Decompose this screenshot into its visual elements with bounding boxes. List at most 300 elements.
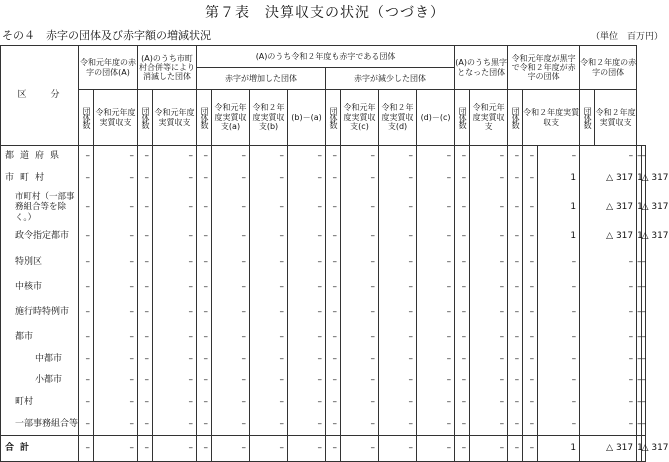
table-cell: – — [197, 391, 212, 413]
table-cell: – — [508, 391, 523, 413]
table-cell: – — [288, 349, 326, 369]
table-cell: – — [138, 435, 153, 461]
table-cell: – — [470, 324, 508, 349]
table-cell: – — [197, 146, 212, 166]
table-cell: – — [470, 349, 508, 369]
table-row — [1, 223, 646, 249]
row-label: 市町村 — [1, 166, 79, 192]
table-cell: – — [508, 299, 523, 324]
table-cell: – — [341, 391, 379, 413]
table-cell: – — [470, 299, 508, 324]
table-cell: – — [417, 391, 455, 413]
table-cell: – — [153, 274, 197, 299]
table-cell: – — [341, 146, 379, 166]
table-cell: – — [455, 413, 470, 435]
table-cell: – — [153, 435, 197, 461]
table-cell: – — [417, 435, 455, 461]
table-row — [1, 146, 646, 166]
table-row — [1, 349, 646, 369]
table-cell: – — [538, 349, 580, 369]
table-cell: – — [580, 299, 637, 324]
row-label: 都市 — [1, 324, 79, 349]
table-cell: – — [79, 274, 94, 299]
table-cell: – — [379, 349, 417, 369]
table-cell: – — [641, 413, 645, 435]
table-cell: – — [288, 324, 326, 349]
table-cell: – — [94, 274, 138, 299]
table-cell: – — [288, 413, 326, 435]
table-cell: – — [79, 299, 94, 324]
table-cell: – — [417, 324, 455, 349]
table-cell: – — [138, 391, 153, 413]
table-cell: – — [508, 324, 523, 349]
table-cell: – — [523, 166, 538, 192]
table-cell: – — [523, 249, 538, 274]
table-cell: – — [94, 166, 138, 192]
table-cell: – — [94, 192, 138, 224]
table-cell: – — [326, 413, 341, 435]
table-cell: – — [470, 435, 508, 461]
table-cell: – — [138, 249, 153, 274]
table-cell: – — [153, 249, 197, 274]
table-cell: – — [94, 223, 138, 249]
table-cell: – — [417, 369, 455, 391]
table-cell: – — [508, 146, 523, 166]
table-cell: – — [379, 299, 417, 324]
header-r1-jisshitsu: 令和元年度実質収支 — [153, 90, 197, 146]
unit-label: （単位 百万円） — [590, 32, 663, 42]
table-cell: – — [470, 192, 508, 224]
table-cell: – — [341, 369, 379, 391]
table-cell: – — [79, 223, 94, 249]
table-cell: – — [508, 249, 523, 274]
table-cell: – — [580, 391, 637, 413]
table-cell: – — [138, 166, 153, 192]
table-cell: – — [250, 223, 288, 249]
table-cell: – — [79, 249, 94, 274]
table-cell: – — [326, 192, 341, 224]
table-row — [1, 166, 646, 192]
table-cell: – — [94, 391, 138, 413]
table-cell: – — [326, 324, 341, 349]
table-cell: – — [153, 391, 197, 413]
row-label: 中都市 — [1, 349, 79, 369]
header-dantai: 団体数 — [511, 107, 521, 128]
table-cell: – — [250, 146, 288, 166]
table-cell: – — [341, 349, 379, 369]
table-cell: – — [138, 299, 153, 324]
table-cell: – — [79, 369, 94, 391]
table-cell: – — [326, 435, 341, 461]
table-cell: – — [212, 223, 250, 249]
table-cell: – — [197, 413, 212, 435]
table-cell: – — [250, 435, 288, 461]
table-cell: – — [94, 413, 138, 435]
table-cell: – — [250, 413, 288, 435]
table-cell: – — [637, 391, 641, 413]
table-cell: – — [212, 166, 250, 192]
table-cell: – — [197, 166, 212, 192]
table-cell: – — [288, 146, 326, 166]
table-cell: 1 — [637, 192, 641, 224]
header-r1-jisshitsu: 令和元年度実質収支 — [470, 90, 508, 146]
table-cell: – — [153, 223, 197, 249]
table-row — [1, 192, 646, 224]
table-cell: – — [79, 349, 94, 369]
table-cell: – — [580, 413, 637, 435]
table-cell: – — [580, 349, 637, 369]
table-cell: – — [94, 349, 138, 369]
table-cell: – — [455, 299, 470, 324]
table-cell: – — [417, 223, 455, 249]
table-cell: – — [455, 435, 470, 461]
table-cell: – — [379, 223, 417, 249]
table-cell: – — [212, 192, 250, 224]
table-cell: – — [508, 274, 523, 299]
table-cell: – — [288, 223, 326, 249]
table-cell: – — [637, 249, 641, 274]
table-cell: – — [212, 369, 250, 391]
header-dantai: 団体数 — [141, 107, 150, 128]
table-cell: – — [341, 435, 379, 461]
row-label: 一部事務組合等 — [1, 413, 79, 435]
table-cell: – — [341, 223, 379, 249]
table-body — [1, 146, 669, 462]
table-cell: 1 — [538, 223, 580, 249]
table-cell: – — [470, 166, 508, 192]
table-cell: – — [379, 413, 417, 435]
table-cell: – — [250, 324, 288, 349]
table-subtitle: その４ 赤字の団体及び赤字額の増減状況 — [2, 29, 211, 42]
table-cell: – — [470, 274, 508, 299]
table-cell: – — [455, 223, 470, 249]
page-title: 第７表 決算収支の状況（つづき） — [205, 5, 445, 21]
header-new-deficit: 令和元年度が黒字で令和２年度が赤字の団体 — [508, 46, 580, 90]
table-cell: – — [197, 274, 212, 299]
table-cell: – — [288, 166, 326, 192]
table-cell: – — [212, 391, 250, 413]
table-cell: – — [508, 223, 523, 249]
table-cell: – — [455, 369, 470, 391]
table-cell: – — [523, 369, 538, 391]
header-dantai: 団体数 — [200, 107, 209, 128]
table-cell: – — [288, 274, 326, 299]
table-cell: – — [637, 299, 641, 324]
table-cell: – — [508, 166, 523, 192]
header-r2-d: 令和２年度実質収支(d) — [379, 90, 417, 146]
table-cell: – — [197, 349, 212, 369]
table-cell: – — [379, 274, 417, 299]
table-cell: – — [326, 369, 341, 391]
table-cell: – — [379, 166, 417, 192]
table-cell: – — [417, 166, 455, 192]
table-cell: △ 317 — [641, 192, 645, 224]
table-cell: – — [523, 435, 538, 461]
table-cell: – — [379, 391, 417, 413]
table-cell: – — [637, 369, 641, 391]
table-cell: – — [417, 299, 455, 324]
table-cell: – — [153, 192, 197, 224]
table-cell: – — [379, 435, 417, 461]
header-d-minus-c: (d)－(c) — [417, 90, 455, 146]
table-row — [1, 391, 646, 413]
table-cell: – — [153, 349, 197, 369]
table-cell: – — [153, 166, 197, 192]
table-cell: – — [523, 146, 538, 166]
table-cell: △ 317 — [641, 223, 645, 249]
table-cell: – — [470, 249, 508, 274]
table-cell: – — [94, 369, 138, 391]
table-cell: – — [379, 249, 417, 274]
table-cell: – — [138, 349, 153, 369]
table-cell: – — [138, 223, 153, 249]
table-cell: – — [212, 274, 250, 299]
table-cell: – — [538, 413, 580, 435]
table-cell: – — [641, 369, 645, 391]
table-cell: – — [326, 249, 341, 274]
table-cell: – — [580, 274, 637, 299]
table-cell: – — [79, 166, 94, 192]
header-r2-jisshitsu: 令和２年度実質収支 — [523, 90, 580, 146]
header-r2-jisshitsu: 令和２年度実質収支 — [595, 90, 637, 146]
table-cell: – — [138, 369, 153, 391]
table-cell: – — [138, 324, 153, 349]
table-cell: – — [153, 324, 197, 349]
table-cell: – — [197, 192, 212, 224]
row-label: 都道府県 — [1, 146, 79, 166]
table-cell: – — [523, 391, 538, 413]
table-cell: – — [417, 349, 455, 369]
table-row — [1, 324, 646, 349]
table-cell: – — [197, 249, 212, 274]
table-cell: – — [538, 369, 580, 391]
table-cell: – — [455, 274, 470, 299]
table-cell: – — [379, 146, 417, 166]
table-row — [1, 299, 646, 324]
table-cell: – — [288, 249, 326, 274]
table-cell: – — [455, 249, 470, 274]
table-cell: – — [250, 274, 288, 299]
table-cell: – — [197, 324, 212, 349]
table-cell: – — [197, 223, 212, 249]
header-merged: (A)のうち市町村合併等により消滅した団体 — [138, 46, 197, 90]
table-cell: – — [153, 369, 197, 391]
header-dantai: 団体数 — [458, 107, 468, 128]
table-cell: – — [455, 391, 470, 413]
table-cell: – — [523, 413, 538, 435]
table-cell: – — [212, 299, 250, 324]
table-cell: – — [288, 391, 326, 413]
table-cell: – — [197, 369, 212, 391]
table-row — [1, 249, 646, 274]
table-cell: – — [379, 324, 417, 349]
table-cell: – — [508, 413, 523, 435]
table-cell: – — [455, 192, 470, 224]
header-became-surplus: (A)のうち黒字となった団体 — [455, 46, 508, 90]
table-cell: – — [212, 435, 250, 461]
table-cell: – — [580, 249, 637, 274]
table-cell: – — [379, 369, 417, 391]
table-cell: – — [523, 274, 538, 299]
table-cell: – — [94, 299, 138, 324]
table-cell: – — [417, 192, 455, 224]
table-cell: – — [508, 435, 523, 461]
table-cell: – — [79, 391, 94, 413]
table-cell: 1 — [637, 166, 641, 192]
table-cell: – — [250, 166, 288, 192]
row-label: 特別区 — [1, 249, 79, 274]
table-cell: – — [508, 349, 523, 369]
table-cell: – — [341, 192, 379, 224]
table-row — [1, 274, 646, 299]
table-cell: 1 — [538, 166, 580, 192]
header-r1-jisshitsu: 令和元年度実質収支 — [94, 90, 138, 146]
table-row — [1, 435, 646, 461]
table-cell: – — [341, 299, 379, 324]
table-cell: △ 317 — [641, 435, 645, 461]
table-cell: – — [417, 249, 455, 274]
table-cell: – — [538, 249, 580, 274]
table-cell: – — [523, 349, 538, 369]
table-cell: – — [641, 299, 645, 324]
table-cell: – — [326, 391, 341, 413]
table-cell: – — [637, 349, 641, 369]
table-cell: △ 317 — [580, 192, 637, 224]
table-cell: – — [641, 249, 645, 274]
table-cell: – — [523, 324, 538, 349]
row-label: 政令指定都市 — [1, 223, 79, 249]
table-cell: △ 317 — [580, 166, 637, 192]
table-cell: – — [523, 192, 538, 224]
table-cell: – — [641, 146, 645, 166]
table-cell: – — [580, 324, 637, 349]
header-r2-deficit: 令和２年度の赤字の団体 — [580, 46, 637, 90]
table-cell: – — [341, 249, 379, 274]
table-cell: – — [470, 146, 508, 166]
table-cell: – — [212, 146, 250, 166]
table-cell: – — [455, 349, 470, 369]
table-cell: – — [153, 299, 197, 324]
header-r1-deficit: 令和元年度の赤字の団体(A) — [79, 46, 138, 90]
row-label: 小都市 — [1, 369, 79, 391]
table-cell: – — [288, 435, 326, 461]
table-cell: – — [79, 192, 94, 224]
table-cell: – — [79, 435, 94, 461]
table-cell: – — [523, 223, 538, 249]
table-cell: – — [470, 223, 508, 249]
table-cell: – — [288, 299, 326, 324]
table-cell: – — [641, 391, 645, 413]
table-cell: △ 317 — [580, 435, 637, 461]
header-deficit-decreased: 赤字が減少した団体 — [326, 68, 455, 90]
table-cell: – — [250, 192, 288, 224]
table-cell: – — [250, 391, 288, 413]
header-b-minus-a: (b)－(a) — [288, 90, 326, 146]
table-cell: – — [341, 324, 379, 349]
header-dantai: 団体数 — [583, 107, 593, 128]
row-label: 中核市 — [1, 274, 79, 299]
table-cell: △ 317 — [580, 223, 637, 249]
header-kubun: 区 分 — [1, 46, 79, 146]
table-cell: – — [94, 249, 138, 274]
table-cell: – — [212, 349, 250, 369]
table-cell: – — [580, 369, 637, 391]
table-cell: – — [470, 391, 508, 413]
table-cell: – — [250, 349, 288, 369]
table-cell: – — [326, 349, 341, 369]
table-cell: – — [326, 146, 341, 166]
header-deficit-increased: 赤字が増加した団体 — [197, 68, 326, 90]
table-cell: – — [138, 274, 153, 299]
header-r1-a: 令和元年度実質収支(a) — [212, 90, 250, 146]
table-cell: – — [508, 369, 523, 391]
table-cell: – — [538, 274, 580, 299]
table-cell: – — [470, 413, 508, 435]
table-cell: – — [417, 413, 455, 435]
table-cell: – — [641, 274, 645, 299]
table-cell: – — [197, 435, 212, 461]
table-cell: – — [326, 299, 341, 324]
table-cell: – — [79, 324, 94, 349]
table-cell: – — [341, 166, 379, 192]
table-cell: 1 — [538, 192, 580, 224]
table-cell: – — [79, 146, 94, 166]
row-label: 合計 — [1, 435, 79, 461]
table-cell: – — [94, 324, 138, 349]
table-cell: – — [138, 146, 153, 166]
table-cell: – — [326, 223, 341, 249]
table-cell: – — [197, 299, 212, 324]
row-label: 施行時特例市 — [1, 299, 79, 324]
table-cell: – — [637, 274, 641, 299]
table-cell: – — [153, 413, 197, 435]
table-cell: – — [250, 369, 288, 391]
header-still-deficit: (A)のうち令和２年度も赤字である団体 — [197, 46, 455, 68]
table-cell: 1 — [538, 435, 580, 461]
table-cell: – — [94, 146, 138, 166]
row-label: 市町村（一部事務組合等を除く。） — [1, 192, 79, 224]
table-cell: – — [79, 413, 94, 435]
table-cell: – — [580, 146, 637, 166]
table-cell: – — [379, 192, 417, 224]
table-cell: – — [341, 413, 379, 435]
table-cell: – — [641, 324, 645, 349]
table-cell: – — [508, 192, 523, 224]
table-cell: – — [341, 274, 379, 299]
header-dantai: 団体数 — [329, 107, 338, 128]
table-cell: – — [326, 166, 341, 192]
table-cell: – — [212, 324, 250, 349]
table-cell: 1 — [637, 435, 641, 461]
table-row — [1, 369, 646, 391]
table-cell: – — [417, 274, 455, 299]
header-r1-c: 令和元年度実質収支(c) — [341, 90, 379, 146]
table-cell: – — [538, 299, 580, 324]
table-cell: – — [455, 324, 470, 349]
row-label: 町村 — [1, 391, 79, 413]
table-cell: – — [138, 413, 153, 435]
table-cell: – — [153, 146, 197, 166]
table-cell: 1 — [637, 223, 641, 249]
table-cell: – — [288, 369, 326, 391]
table-cell: – — [455, 146, 470, 166]
table-cell: – — [326, 274, 341, 299]
table-cell: – — [538, 391, 580, 413]
table-cell: – — [637, 413, 641, 435]
table-cell: – — [417, 146, 455, 166]
table-cell: – — [470, 369, 508, 391]
table-row — [1, 413, 646, 435]
